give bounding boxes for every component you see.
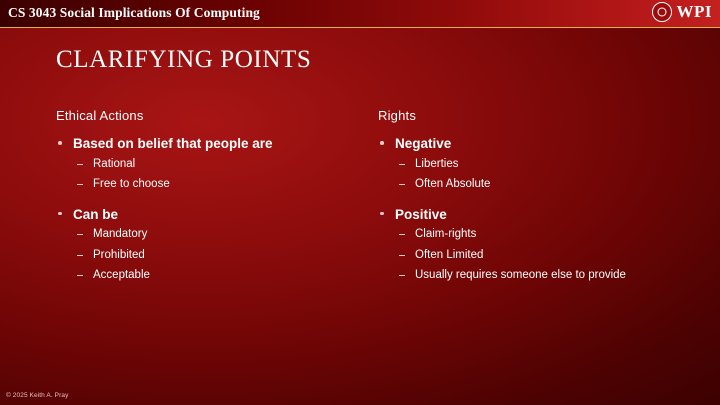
footer-copyright: © 2025 Keith A. Pray: [6, 392, 69, 399]
list-item-label: Free to choose: [93, 178, 170, 191]
wpi-logo: [652, 2, 713, 22]
list-item: [399, 248, 668, 264]
list-item-label: Positive: [395, 206, 447, 222]
list-item-label: Usually requires someone else to provide: [415, 269, 626, 282]
list-item-label: Can be: [73, 206, 119, 222]
bullet-dash-icon: [77, 275, 83, 276]
bullet-dash-icon: [77, 184, 83, 185]
list-item-label: Negative: [395, 136, 452, 151]
list-item: [77, 248, 346, 264]
list-item-label: Often Limited: [415, 248, 484, 261]
list-item-label: Often Absolute: [415, 178, 491, 191]
bullet-list-level1: [56, 134, 346, 284]
list-item-label: Based on belief that people are: [73, 136, 273, 151]
content-column-right: [378, 108, 668, 296]
bullet-dash-icon: [399, 164, 405, 165]
list-item-label: Mandatory: [93, 228, 148, 241]
content-column-left: [56, 108, 346, 296]
bullet-dot-icon: [58, 212, 62, 216]
bullet-dash-icon: [399, 234, 405, 235]
bullet-list-level2: [56, 157, 346, 193]
bullet-list-level2: [56, 227, 346, 284]
list-item-label: Prohibited: [93, 248, 145, 261]
list-item: [399, 177, 668, 193]
bullet-dash-icon: [399, 184, 405, 185]
bullet-dash-icon: [399, 255, 405, 256]
bullet-dash-icon: [77, 164, 83, 165]
list-item-label: Rational: [93, 157, 136, 170]
list-item: [77, 157, 346, 173]
bullet-dash-icon: [77, 234, 83, 235]
list-item: [77, 268, 346, 284]
list-item: [56, 134, 346, 154]
wpi-seal-icon: [652, 2, 672, 22]
list-item: [399, 227, 668, 243]
bullet-dot-icon: [380, 141, 384, 145]
bullet-list-level1: [378, 134, 668, 284]
bullet-list-level2: [378, 157, 668, 193]
bullet-list-level2: [378, 227, 668, 284]
bullet-dot-icon: [58, 141, 62, 145]
list-item: [77, 227, 346, 243]
wpi-logo-text: WPI: [676, 2, 712, 21]
list-item: [399, 268, 668, 284]
page-title: CLARIFYING POINTS: [56, 46, 312, 73]
list-item: [378, 205, 668, 225]
bullet-dash-icon: [399, 275, 405, 276]
list-item-label: Claim-rights: [415, 228, 477, 241]
column-heading: Rights: [378, 108, 417, 123]
column-heading: Ethical Actions: [56, 108, 144, 123]
list-item-label: Acceptable: [93, 269, 150, 282]
bullet-dash-icon: [77, 255, 83, 256]
list-item: [399, 157, 668, 173]
list-item: [378, 134, 668, 154]
slide-header-banner: [0, 0, 720, 28]
bullet-dot-icon: [380, 212, 384, 216]
list-item-label: Liberties: [415, 157, 459, 170]
course-title: CS 3043 Social Implications Of Computing: [8, 5, 260, 20]
list-item: [56, 205, 346, 225]
list-item: [77, 177, 346, 193]
